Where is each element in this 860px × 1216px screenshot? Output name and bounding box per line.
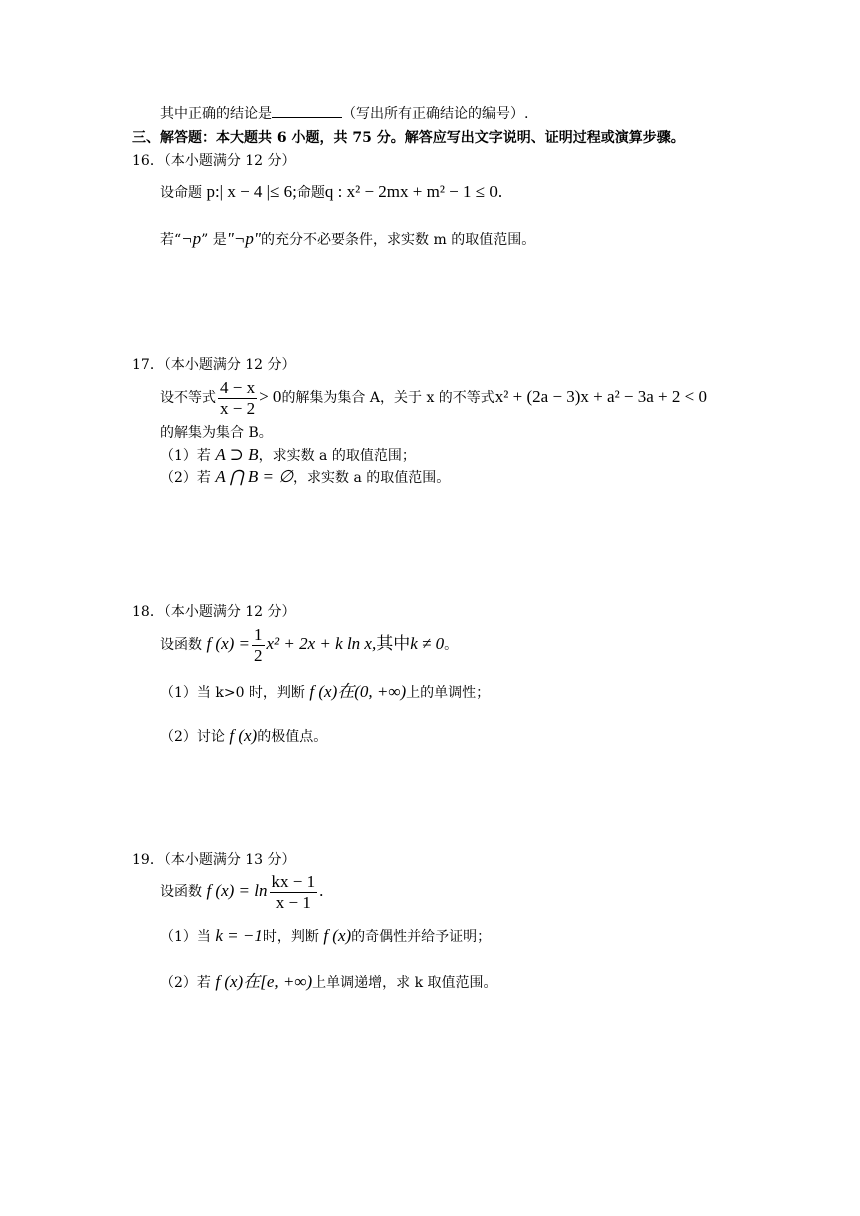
q17-mid: 的解集为集合 A，关于 x 的不等式 — [281, 390, 495, 406]
q18-part1 — [160, 682, 490, 703]
q19-part1 — [160, 926, 491, 947]
q18-statement — [160, 623, 458, 666]
q19-f-lhs: f (x) = ln — [206, 881, 268, 900]
q19-part1-math2: f (x) — [323, 926, 352, 945]
q16-question — [160, 229, 535, 250]
section-heading — [132, 128, 685, 148]
q16-prefix: 设命题 — [160, 185, 207, 201]
q17-prefix: 设不等式 — [160, 390, 216, 406]
q16-cond-q-label: 命题 — [296, 185, 325, 201]
q19-part1-a: （1）当 — [160, 929, 216, 945]
q17-part2 — [160, 467, 450, 488]
q17-part1-b: ，求实数 a 的取值范围； — [258, 448, 416, 464]
q19-header — [132, 850, 296, 870]
q16-statement — [160, 182, 502, 203]
q17-line2-text: 的解集为集合 B。 — [160, 425, 273, 441]
answer-blank — [272, 103, 342, 118]
intro-line — [160, 103, 528, 124]
q17-part2-b: ，求实数 a 的取值范围。 — [293, 470, 451, 486]
q19-part2-b: 上单调递增，求 k 取值范围。 — [312, 975, 498, 991]
q18-part1-math: f (x)在(0, +∞) — [309, 682, 407, 701]
q19-part1-b: 时，判断 — [262, 929, 324, 945]
q18-part1-b: 上的单调性； — [406, 685, 491, 701]
intro-text-before: 其中正确的结论是 — [160, 106, 272, 122]
q18-part1-a: （1）当 k>0 时，判断 — [160, 685, 310, 701]
q16-text-a: 若“ — [160, 232, 182, 248]
q17-part1-a: （1）若 — [160, 448, 216, 464]
intro-text-after: （写出所有正确结论的编号）. — [342, 106, 529, 122]
q17-header — [132, 355, 296, 375]
q18-cond-label: 其中 — [376, 634, 411, 653]
q19-part2 — [160, 972, 498, 993]
q18-header — [132, 602, 296, 622]
q17-frac-den: x − 2 — [220, 398, 256, 418]
q16-header-text: 16．（本小题满分 12 分） — [132, 153, 296, 169]
q17-statement — [160, 376, 707, 419]
q17-fraction — [218, 378, 257, 419]
q19-header-text: 19．（本小题满分 13 分） — [132, 852, 296, 868]
q18-f-rhs: x² + 2x + k ln x, — [266, 634, 377, 653]
q17-header-text: 17．（本小题满分 12 分） — [132, 357, 296, 373]
q18-cond-end: 。 — [444, 637, 459, 653]
q18-part2 — [160, 726, 327, 747]
q19-part1-c: 的奇偶性并给予证明； — [351, 929, 492, 945]
q19-statement — [160, 870, 323, 913]
q19-part2-a: （2）若 — [160, 975, 216, 991]
q18-part2-b: 的极值点。 — [257, 729, 328, 745]
q16-text-b: ” 是 — [201, 232, 227, 248]
q18-cond: k ≠ 0 — [410, 634, 445, 653]
section-heading-text: 三、解答题：本大题共 6 小题，共 75 分。解答应写出文字说明、证明过程或演算步骤。 — [132, 130, 685, 146]
q16-not-p-1: ¬p — [181, 229, 202, 248]
q19-fraction — [270, 872, 318, 913]
q19-frac-den: x − 1 — [275, 892, 311, 912]
q16-cond-p: p:| x − 4 |≤ 6; — [206, 182, 297, 201]
q18-frac-num: 1 — [254, 624, 263, 644]
q19-prefix: 设函数 — [160, 884, 207, 900]
q18-part2-a: （2）讨论 — [160, 729, 230, 745]
q17-part2-math: A ⋂ B = ∅ — [215, 467, 294, 486]
q16-cond-q: q : x² − 2mx + m² − 1 ≤ 0. — [324, 182, 503, 201]
q17-frac-num: 4 − x — [220, 377, 256, 397]
q18-frac-den: 2 — [254, 645, 263, 665]
q16-header — [132, 151, 296, 171]
q19-frac-num: kx − 1 — [271, 871, 316, 891]
q16-not-p-2: "¬p" — [226, 229, 262, 248]
q17-after-frac: > 0 — [259, 387, 282, 406]
q17-part2-a: （2）若 — [160, 470, 216, 486]
q17-inequality: x² + (2a − 3)x + a² − 3a + 2 < 0 — [494, 387, 707, 406]
q17-part1-math: A ⊃ B — [215, 445, 259, 464]
q17-part1 — [160, 445, 416, 466]
q18-f-lhs: f (x) = — [206, 634, 251, 653]
q19-f-end: . — [319, 881, 324, 900]
q17-line2 — [160, 423, 273, 443]
q19-part2-math: f (x)在[e, +∞) — [215, 972, 313, 991]
q18-prefix: 设函数 — [160, 637, 207, 653]
q18-part2-math: f (x) — [229, 726, 258, 745]
q18-fraction — [252, 625, 265, 666]
q18-header-text: 18．（本小题满分 12 分） — [132, 604, 296, 620]
q16-text-c: 的充分不必要条件，求实数 m 的取值范围。 — [261, 232, 536, 248]
q19-part1-math: k = −1 — [215, 926, 263, 945]
